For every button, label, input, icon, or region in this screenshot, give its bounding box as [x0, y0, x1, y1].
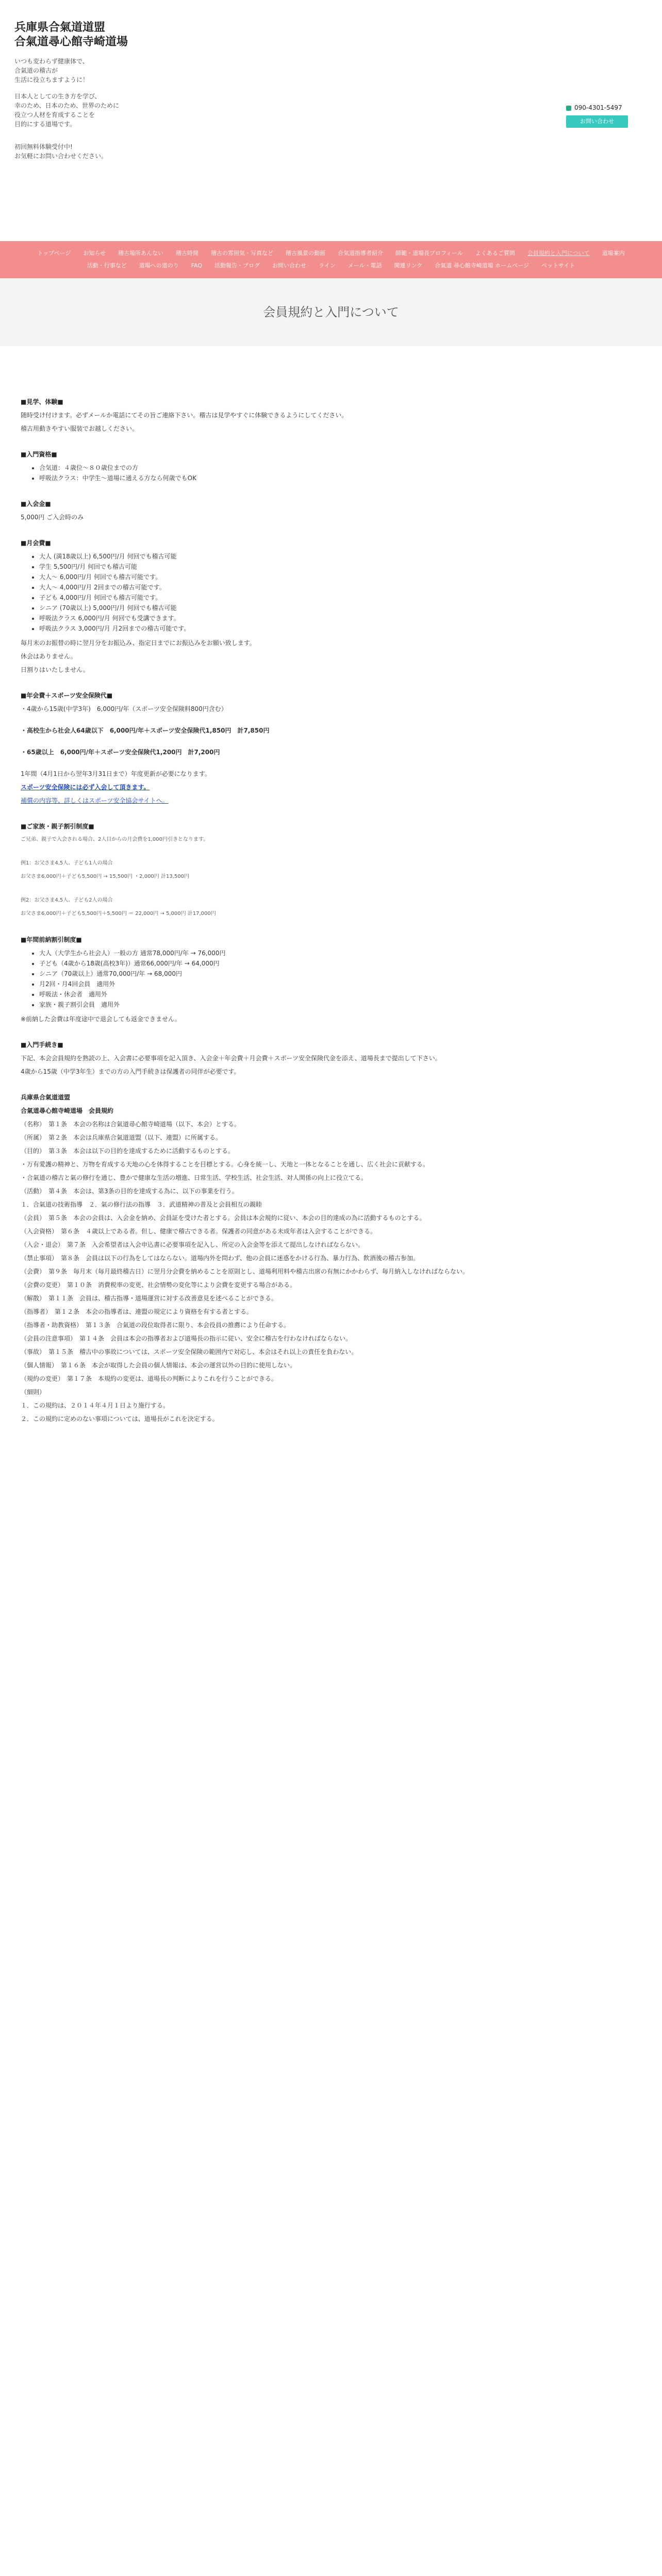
rules-footer	[21, 1387, 641, 1424]
list-item: • 月2回・月4回会員 適用外	[39, 979, 641, 989]
rule-article: （会費の変更） 第１０条 消費税率の変更、社会情勢の変化等により会費を変更する場合がある。	[21, 1281, 296, 1289]
example-text: お父さま6,000円＋子ども5,500円 → 15,500円 ・2,000円 計13,500円	[21, 874, 189, 879]
nav-item[interactable]: ライン	[319, 262, 336, 269]
nav-item[interactable]: メール・電話	[347, 262, 382, 269]
list-item: • 合気道：４歳位〜８０歳位までの方	[39, 463, 641, 473]
list-item: • 大人 (満18歳以上) 6,500円/月 何回でも稽古可能	[39, 551, 641, 562]
example-label: 例2：お父さま4,5人、子ども2人の場合	[21, 897, 113, 903]
annual-list	[21, 948, 641, 1010]
intro-line: 目的にする道場です。	[14, 121, 76, 128]
section-heading: ■ご家族・親子割引制度■	[21, 823, 94, 830]
list-item: • 学生 5,500円/月 何回でも稽古可能	[39, 562, 641, 572]
phone-icon	[566, 106, 571, 111]
example-text: お父さま6,000円＋子ども5,500円＋5,500円 ＝ 22,000円 → 5,000円 計17,000円	[21, 911, 216, 917]
nav-item[interactable]: 稽古時間	[176, 250, 198, 257]
page-title: 会員規約と入門について	[263, 305, 399, 319]
insurance-link[interactable]: 補償の内容等、詳しくはスポーツ安全協会サイトへ。	[21, 797, 169, 804]
site-title[interactable]	[14, 21, 231, 49]
rules-section	[21, 1092, 641, 1424]
site-notes	[14, 142, 231, 161]
list-item: • 子ども 4,000円/月 何回でも稽古可能です。	[39, 592, 641, 603]
main-content	[21, 397, 641, 1439]
nav-item[interactable]: トップページ	[37, 250, 71, 257]
list-item: • 呼吸法・休会者 適用外	[39, 989, 641, 999]
page-title-bar	[0, 278, 662, 346]
paragraph: 1年間（4月1日から翌年3月31日まで）年度更新が必要になります。	[21, 770, 211, 777]
site-intro	[14, 92, 231, 129]
rules-title: 合氣道尋心館寺崎道場 会員規約	[21, 1107, 114, 1114]
intro-line: 役立つ人材を育成することを	[14, 111, 95, 118]
rule-article: （入会・退会） 第７条 入会希望者は入会申込書に必要事項を記入し、所定の入会金等を添えて提出しなければならない。	[21, 1241, 365, 1248]
nav-item[interactable]: 会員規約と入門について	[527, 250, 590, 257]
section-heading: ■年会費＋スポーツ安全保険代■	[21, 692, 113, 699]
list-item: • 呼吸法クラス：中学生〜道場に通える方なら何歳でもOK	[39, 473, 641, 483]
intro-line: 日本人としての生き方を学び、	[14, 93, 101, 100]
rule-article: （個人情報） 第１６条 本会が取得した会員の個人情報は、本会の運営以外の目的に使用しない。	[21, 1362, 296, 1369]
paragraph: ・65歳以上 6,000円/年＋スポーツ安全保険代1,200円 計7,200円	[21, 749, 220, 756]
nav-item[interactable]: 活動報告・ブログ	[214, 262, 260, 269]
rules-articles	[21, 1119, 641, 1384]
paragraph: 日割りはいたしません。	[21, 666, 89, 673]
site-header	[0, 0, 662, 160]
intro-line: 幸のため、日本のため、世界のために	[14, 102, 120, 109]
note-line: お気軽にお問い合わせください。	[14, 152, 108, 160]
paragraph: 休会はありません。	[21, 653, 77, 660]
brand-block	[14, 21, 231, 161]
nav-item[interactable]: 稽古の雰囲気・写真など	[211, 250, 273, 257]
fee-value: 5,000円 ご入会時のみ	[21, 514, 84, 521]
rule-article: １．合氣道の技術指導 ２．氣の修行法の指導 ３．武道精神の普及と会員相互の親睦	[21, 1201, 262, 1208]
section-heading: ■入門資格■	[21, 451, 57, 458]
site-tagline	[14, 57, 231, 84]
rule-article: （名称） 第１条 本会の名称は合氣道尋心館寺崎道場（以下、本会）とする。	[21, 1121, 241, 1128]
rule-article: （指導者） 第１２条 本会の指導者は、連盟の規定により資格を有する者とする。	[21, 1308, 253, 1315]
nav-item[interactable]: 稽古風景の動画	[286, 250, 325, 257]
nav-item[interactable]: よくあるご質問	[475, 250, 515, 257]
nav-item[interactable]: 合氣道 尋心館寺崎道場 ホームページ	[435, 262, 529, 269]
list-item: • 呼吸法クラス 3,000円/月 月2回までの稽古可能です。	[39, 623, 641, 634]
list-item: • 呼吸法クラス 6,000円/月 何回でも受講できます。	[39, 613, 641, 623]
nav-list	[0, 241, 662, 272]
tagline-line: いつも変わらず健康体で、	[14, 58, 89, 65]
monthly-section	[21, 538, 641, 675]
nav-item[interactable]: 関連リンク	[394, 262, 423, 269]
nav-item[interactable]: お知らせ	[83, 250, 106, 257]
list-item: • 家族・親子割引会員 適用外	[39, 999, 641, 1010]
list-item: • 大人〜 6,000円/月 何回でも稽古可能です。	[39, 572, 641, 582]
rule-article: ・合氣道の稽古と氣の修行を通じ、豊かで健康な生活の増進、日常生活、学校生活、社会生活、対人関係の向上に役立てる。	[21, 1174, 368, 1181]
section-heading: ■入会金■	[21, 500, 51, 507]
rules-org: 兵庫県合氣道道盟	[21, 1094, 71, 1101]
rule-article: ・万有愛護の精神と、万物を育成する天地の心を体得することを目標とする。心身を統一し、天地と一体となることを通し、広く社会に貢献する。	[21, 1161, 429, 1168]
rule-footer-line: １．この規約は、２０１４年４月１日より施行する。	[21, 1402, 170, 1409]
paragraph: 稽古用動きやすい服装でお越しください。	[21, 425, 139, 432]
phone-text: 090-4301-5497	[574, 104, 622, 111]
nav-item[interactable]: お問い合わせ	[272, 262, 307, 269]
rule-article: （指導者・助教資格） 第１３条 合氣道の段位取得者に限り、本会役員の推薦により任命する。	[21, 1321, 290, 1329]
nav-item[interactable]: 合気道指導者紹介	[338, 250, 383, 257]
entry-section	[21, 449, 641, 483]
tagline-line: 合氣道の稽古が	[14, 67, 58, 74]
phone-number[interactable]	[566, 104, 643, 111]
paragraph: 毎月末のお振替の時に翌月分をお振込み、指定日までにお振込みをお願い致します。	[21, 639, 256, 647]
example-label: 例1：お父さま4,5人、子ども1人の場合	[21, 860, 113, 866]
section-heading: ■入門手続き■	[21, 1041, 63, 1048]
paragraph: ・高校生から社会人64歳以下 6,000円/年＋スポーツ安全保険代1,850円 計7,850円	[21, 727, 270, 734]
paragraph: 下記、本会会員規約を熟読の上、入会書に必要事項を記入頂き、入会金＋年会費＋月会費＋スポーツ安全保険代金を添え、道場長まで提出して下さい。	[21, 1055, 441, 1062]
family-section	[21, 821, 641, 919]
entry-list	[21, 463, 641, 483]
rule-article: （禁止事項） 第８条 会員は以下の行為をしてはならない。道場内外を問わず、他の会員に迷惑をかける行為、暴力行為、飲酒後の稽古参加。	[21, 1255, 420, 1262]
section-heading: ■月会費■	[21, 539, 51, 547]
nav-item[interactable]: 道場への道のり	[139, 262, 179, 269]
paragraph: ご兄弟、親子で入会される場合、2人目からの月会費を1,000円引きとなります。	[21, 837, 209, 842]
nav-item[interactable]: FAQ	[191, 262, 203, 269]
procedure-section	[21, 1040, 641, 1077]
nav-item[interactable]: ペットサイト	[541, 262, 575, 269]
insurance-section	[21, 690, 641, 806]
nav-item[interactable]: 活動・行事など	[87, 262, 127, 269]
rule-article: （入会資格） 第６条 ４歳以上である者。但し、健康で稽古できる者。保護者の同意がある未成年者は入会することができる。	[21, 1228, 377, 1235]
section-heading: ■年間前納割引制度■	[21, 936, 82, 943]
monthly-list	[21, 551, 641, 634]
rule-footer-line: ２．この規約に定めのない事項については、道場長がこれを決定する。	[21, 1415, 219, 1422]
nav-item[interactable]: 師範・道場長プロフィール	[395, 250, 463, 257]
list-item: • 大人（大学生から社会人）一般の方 通常78,000円/年 → 76,000円	[39, 948, 641, 958]
rule-article: （会員の注意事項） 第１４条 会員は本会の指導者および道場長の指示に従い、安全に稽古を行わなければならない。	[21, 1335, 352, 1342]
nav-item[interactable]: 稽古場所あんない	[118, 250, 163, 257]
list-item: • シニア（70歳以上）通常70,000円/年 → 68,000円	[39, 969, 641, 979]
rule-article: （規約の変更） 第１７条 本規約の変更は、道場長の判断によりこれを行うことができる。	[21, 1375, 278, 1382]
site-title-line1: 兵庫県合氣道道盟	[14, 21, 106, 34]
rule-article: （事故） 第１５条 稽古中の事故については、スポーツ安全保険の範囲内で対応し、本会はそれ以上の責任を負わない。	[21, 1348, 358, 1355]
rule-article: （目的） 第３条 本会は以下の目的を達成するために活動するものとする。	[21, 1147, 235, 1155]
nav-item[interactable]: 道場案内	[602, 250, 625, 257]
rule-article: （解散） 第１１条 会員は、稽古指導・道場運営に対する改善意見を述べることができる。	[21, 1295, 278, 1302]
note-line: 初回無料体験受付中!	[14, 143, 73, 150]
insurance-required-note: スポーツ安全保険には必ず入会して頂きます。	[21, 784, 150, 791]
rule-article: （会員） 第５条 本会の会員は、入会金を納め、会員証を受けた者とする。会員は本会規約に従い、本会の目的達成の為に活動するものとする。	[21, 1214, 426, 1222]
trial-section	[21, 397, 641, 434]
section-heading: ■見学、体験■	[21, 398, 63, 405]
contact-box	[566, 104, 643, 128]
rule-footer-line: （細則）	[21, 1388, 46, 1396]
annual-section	[21, 935, 641, 1024]
fee-section	[21, 499, 641, 522]
list-item: • 大人〜 4,000円/月 2回までの稽古可能です。	[39, 582, 641, 592]
rule-article: （活動） 第４条 本会は、第3条の目的を達成する為に、以下の事業を行う。	[21, 1188, 238, 1195]
global-nav	[0, 241, 662, 278]
site-title-line2: 合氣道尋心館寺崎道場	[14, 36, 128, 48]
paragraph: ※前納した会費は年度途中で退会しても返金できません。	[21, 1015, 181, 1023]
rule-article: （会費） 第９条 毎月末（毎月最終稽古日）に翌月分会費を納めることを原則とし、道場利用料や稽古出席の有無にかかわらず、毎月納入しなければならない。	[21, 1268, 469, 1275]
list-item: • 子ども（4歳から18歳(高校3年)）通常66,000円/年 → 64,000円	[39, 958, 641, 969]
list-item: • シニア (70歳以上) 5,000円/月 何回でも稽古可能	[39, 603, 641, 613]
contact-button[interactable]: お問い合わせ	[566, 115, 628, 128]
rule-article: （所属） 第２条 本会は兵庫県合氣道道盟（以下、連盟）に所属する。	[21, 1134, 222, 1141]
tagline-line: 生活に役立ちますように！	[14, 76, 89, 83]
paragraph: 4歳から15歳（中学3年生）までの方の入門手続きは保護者の同伴が必要です。	[21, 1068, 240, 1075]
paragraph: ・4歳から15歳(中学3年) 6,000円/年（スポーツ安全保険料800円含む）	[21, 705, 227, 713]
paragraph: 随時受け付けます。必ずメールか電話にてその旨ご連絡下さい。稽古は見学やすぐに体験できるようにしてください。	[21, 412, 348, 419]
